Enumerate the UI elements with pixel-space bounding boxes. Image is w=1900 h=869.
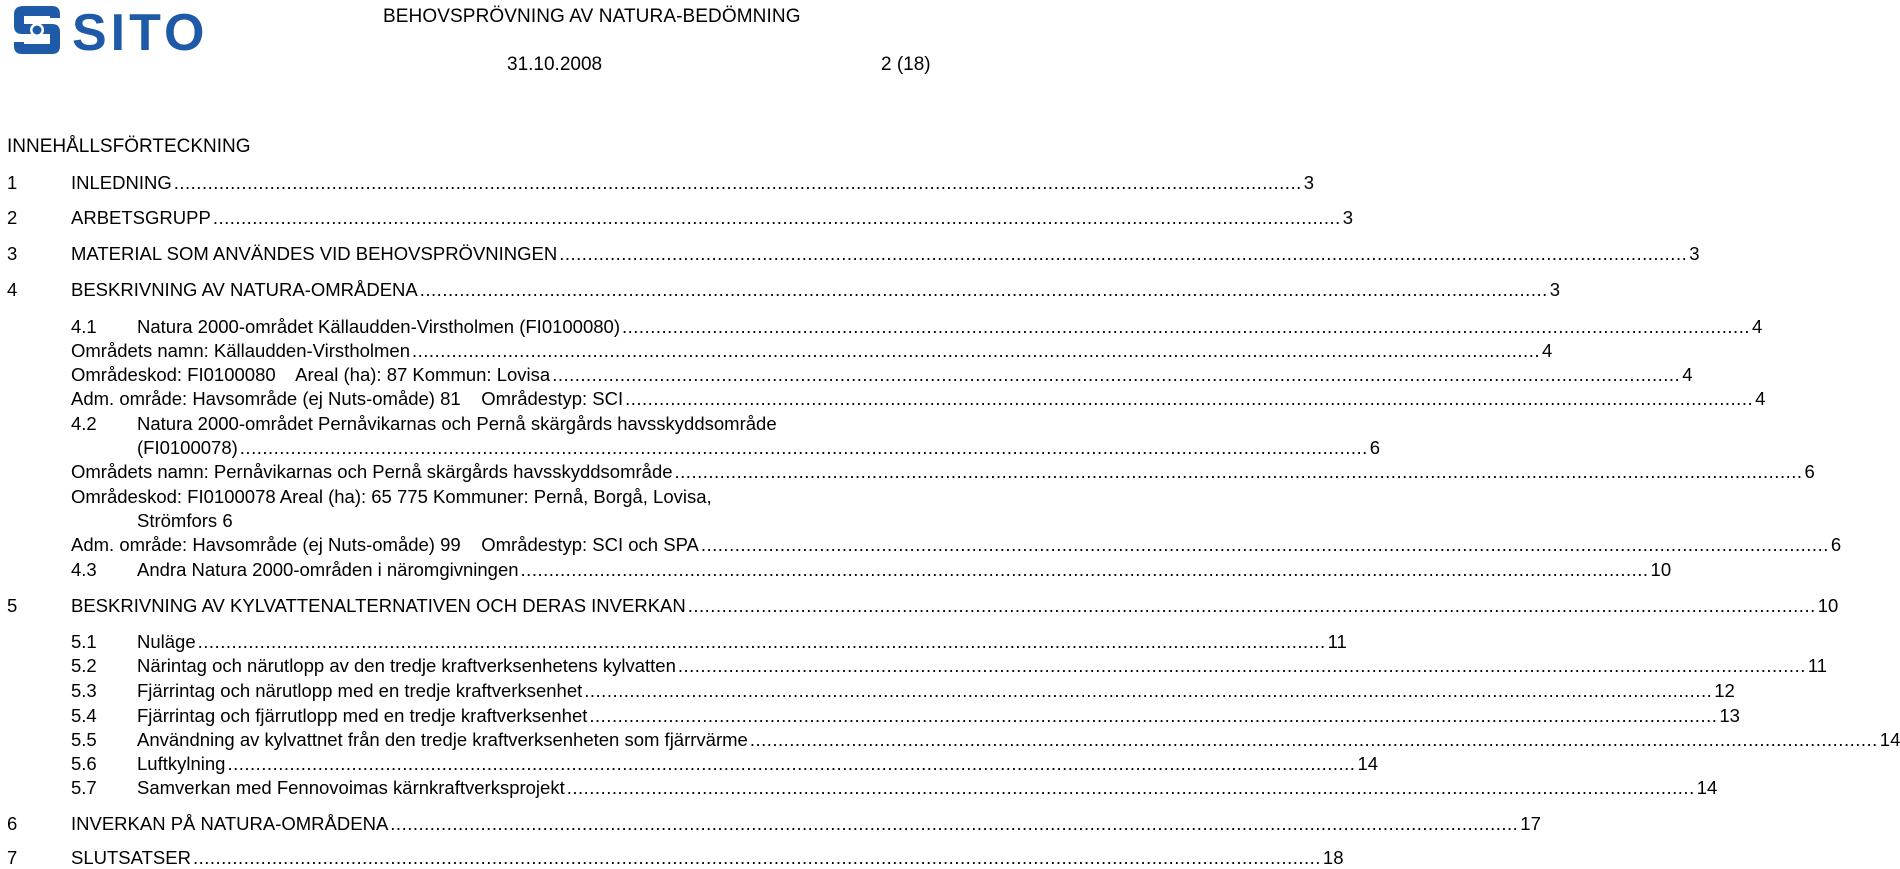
page-number: 2 (18) <box>881 54 931 75</box>
toc-entry[interactable]: Områdeskod: FI0100078 Areal (ha): 65 775 Kommuner: Pernå, Borgå, Lovisa, Strömfors 6 <box>71 486 712 531</box>
sito-logo <box>8 4 228 62</box>
svg-text:SITO: SITO <box>72 4 209 62</box>
toc-heading: INNEHÅLLSFÖRTECKNING <box>7 136 251 157</box>
document-date: 31.10.2008 <box>507 54 603 75</box>
document-title: BEHOVSPRÖVNING AV NATURA-BEDÖMNING <box>383 6 801 27</box>
toc-entry[interactable]: 4.2 Natura 2000-området Pernåvikarnas och Pernå skärgårds havsskyddsområde (FI0100078) ........................................................................................................................................................................................................ 6 <box>71 413 1381 458</box>
